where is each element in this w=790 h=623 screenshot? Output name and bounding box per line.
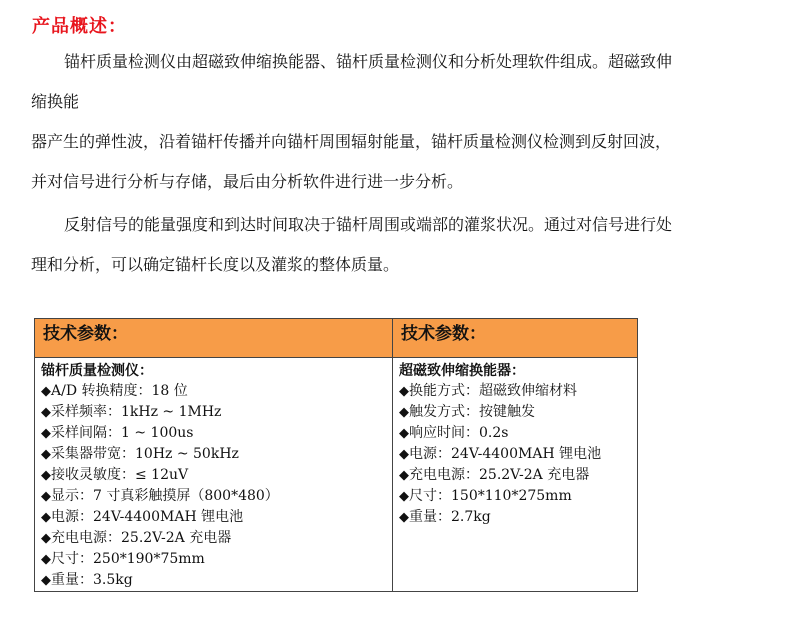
spec-item xyxy=(41,465,392,486)
diamond-bullet-icon: ◆ xyxy=(399,468,409,483)
transducer-specs xyxy=(393,358,638,592)
spec-item-text: 充电电源：25.2V-2A 充电器 xyxy=(409,467,590,483)
spec-item xyxy=(399,381,637,402)
left-column-header: 技术参数： xyxy=(35,319,393,358)
diamond-bullet-icon: ◆ xyxy=(399,447,409,462)
diamond-bullet-icon: ◆ xyxy=(41,384,51,399)
diamond-bullet-icon: ◆ xyxy=(41,552,51,567)
paragraph-line: 理和分析，可以确定锚杆长度以及灌浆的整体质量。 xyxy=(31,255,400,274)
spec-table xyxy=(34,318,638,592)
section-title: 产品概述： xyxy=(32,16,127,37)
spec-item xyxy=(399,486,637,507)
spec-item-text: 采样间隔：1 ~ 100us xyxy=(51,425,194,441)
spec-table-header-row xyxy=(35,319,638,358)
spec-item-text: A/D 转换精度：18 位 xyxy=(51,383,188,399)
spec-item-text: 采样频率：1kHz ~ 1MHz xyxy=(51,404,222,420)
spec-table-body-row xyxy=(35,358,638,592)
spec-item xyxy=(41,381,392,402)
anchor-detector-specs xyxy=(35,358,393,592)
diamond-bullet-icon: ◆ xyxy=(41,426,51,441)
spec-item-text: 响应时间：0.2s xyxy=(409,425,509,441)
spec-item xyxy=(399,444,637,465)
spec-item xyxy=(41,402,392,423)
spec-item xyxy=(399,507,637,528)
spec-item xyxy=(399,465,637,486)
transducer-spec-list xyxy=(399,381,637,528)
spec-item xyxy=(41,486,392,507)
spec-item-text: 触发方式：按键触发 xyxy=(409,404,535,420)
diamond-bullet-icon: ◆ xyxy=(41,489,51,504)
diamond-bullet-icon: ◆ xyxy=(41,468,51,483)
spec-item-text: 换能方式：超磁致伸缩材料 xyxy=(409,383,577,399)
spec-item-text: 显示：7 寸真彩触摸屏（800*480） xyxy=(51,488,279,504)
diamond-bullet-icon: ◆ xyxy=(41,447,51,462)
transducer-title: 超磁致伸缩换能器： xyxy=(399,363,525,379)
paragraph-line: 反射信号的能量强度和到达时间取决于锚杆周围或端部的灌浆状况。通过对信号进行处 xyxy=(64,215,673,234)
spec-item-text: 电源：24V-4400MAH 锂电池 xyxy=(409,446,602,462)
spec-item-text: 尺寸：250*190*75mm xyxy=(51,551,205,567)
diamond-bullet-icon: ◆ xyxy=(399,384,409,399)
paragraph-line: 并对信号进行分析与存储，最后由分析软件进行进一步分析。 xyxy=(31,172,464,191)
spec-item-text: 充电电源：25.2V-2A 充电器 xyxy=(51,530,232,546)
spec-item-text: 重量：3.5kg xyxy=(51,572,133,588)
overview-paragraph-2 xyxy=(31,205,751,285)
spec-item xyxy=(399,402,637,423)
spec-item-text: 尺寸：150*110*275mm xyxy=(409,488,572,504)
diamond-bullet-icon: ◆ xyxy=(399,489,409,504)
diamond-bullet-icon: ◆ xyxy=(41,405,51,420)
paragraph-line: 器产生的弹性波，沿着锚杆传播并向锚杆周围辐射能量，锚杆质量检测仪检测到反射回波， xyxy=(31,132,672,151)
spec-item xyxy=(41,549,392,570)
anchor-detector-title: 锚杆质量检测仪： xyxy=(41,363,153,379)
spec-item xyxy=(41,507,392,528)
spec-item xyxy=(41,444,392,465)
spec-item-text: 电源：24V-4400MAH 锂电池 xyxy=(51,509,244,525)
anchor-detector-spec-list xyxy=(41,381,392,591)
diamond-bullet-icon: ◆ xyxy=(41,531,51,546)
diamond-bullet-icon: ◆ xyxy=(41,573,51,588)
spec-item xyxy=(41,423,392,444)
spec-item-text: 重量：2.7kg xyxy=(409,509,491,525)
diamond-bullet-icon: ◆ xyxy=(399,510,409,525)
paragraph-line: 缩换能 xyxy=(31,92,80,111)
overview-paragraph-1 xyxy=(31,42,751,202)
spec-item xyxy=(399,423,637,444)
right-column-header: 技术参数： xyxy=(393,319,638,358)
diamond-bullet-icon: ◆ xyxy=(399,405,409,420)
paragraph-line: 锚杆质量检测仪由超磁致伸缩换能器、锚杆质量检测仪和分析处理软件组成。超磁致伸 xyxy=(64,52,673,71)
spec-item xyxy=(41,570,392,591)
spec-item xyxy=(41,528,392,549)
diamond-bullet-icon: ◆ xyxy=(399,426,409,441)
spec-item-text: 接收灵敏度：≤ 12uV xyxy=(51,467,189,483)
diamond-bullet-icon: ◆ xyxy=(41,510,51,525)
spec-item-text: 采集器带宽：10Hz ~ 50kHz xyxy=(51,446,239,462)
